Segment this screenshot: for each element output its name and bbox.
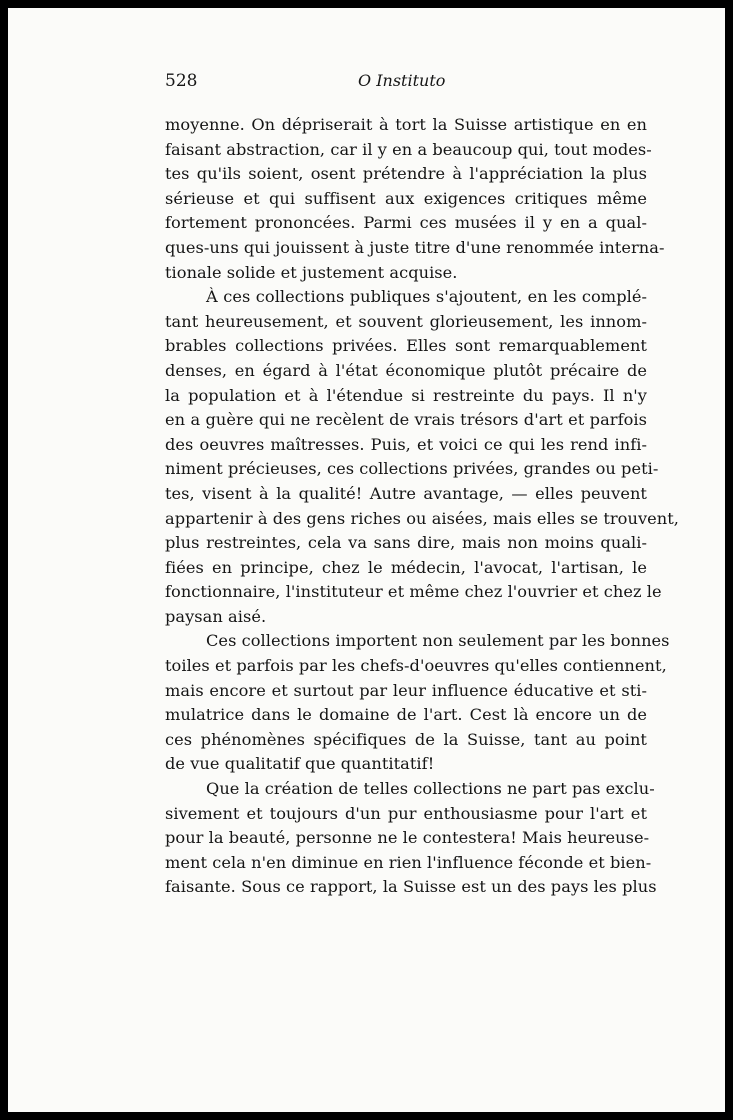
- text-line: denses, en égard à l'état économique plutôt précaire de: [165, 360, 647, 380]
- text-line: pour la beauté, personne ne le contestera! Mais heureuse-: [165, 828, 650, 848]
- text-line: faisante. Sous ce rapport, la Suisse est un des pays les plus: [165, 877, 657, 897]
- paragraph: [165, 285, 679, 629]
- text-line: À ces collections publiques s'ajoutent, en les complé-: [206, 287, 647, 307]
- text-line: ces phénomènes spécifiques de la Suisse, tant au point: [165, 729, 647, 749]
- text-line: fortement prononcées. Parmi ces musées il y en a qual-: [165, 213, 647, 233]
- paragraph: [165, 777, 657, 900]
- text-line: moyenne. On dépriserait à tort la Suisse artistique en en: [165, 115, 647, 134]
- text-line: de vue qualitatif que quantitatif!: [165, 754, 435, 774]
- text-line: tionale solide et justement acquise.: [165, 262, 458, 282]
- text-line: mais encore et surtout par leur influence éducative et sti-: [165, 680, 647, 700]
- running-title: O Instituto: [358, 71, 446, 90]
- text-line: faisant abstraction, car il y en a beaucoup qui, tout modes-: [165, 139, 652, 159]
- text-line: paysan aisé.: [165, 606, 267, 626]
- text-line: appartenir à des gens riches ou aisées, mais elles se trouvent,: [165, 508, 679, 528]
- text-line: ment cela n'en diminue en rien l'influence féconde et bien-: [165, 852, 652, 872]
- text-line: fiées en principe, chez le médecin, l'avocat, l'artisan, le: [165, 557, 647, 577]
- text-line: ques-uns qui jouissent à juste titre d'une renommée interna-: [165, 237, 665, 257]
- text-line: sérieuse et qui suffisent aux exigences critiques même: [165, 188, 647, 208]
- paragraph: [165, 629, 670, 777]
- text-line: Que la création de telles collections ne part pas exclu-: [206, 779, 655, 799]
- text-line: des oeuvres maîtresses. Puis, et voici ce qui les rend infi-: [165, 434, 647, 454]
- text-line: mulatrice dans le domaine de l'art. Cest là encore un de: [165, 705, 647, 725]
- text-line: en a guère qui ne recèlent de vrais trésors d'art et parfois: [165, 410, 647, 430]
- text-line: toiles et parfois par les chefs-d'oeuvres qu'elles contiennent,: [165, 656, 667, 676]
- text-line: tes qu'ils soient, osent prétendre à l'appréciation la plus: [165, 164, 647, 184]
- body-text: [165, 113, 679, 900]
- text-line: plus restreintes, cela va sans dire, mais non moins quali-: [165, 533, 647, 553]
- paragraph: [165, 113, 665, 285]
- text-line: sivement et toujours d'un pur enthousiasme pour l'art et: [165, 803, 647, 823]
- text-line: Ces collections importent non seulement par les bonnes: [206, 631, 670, 651]
- text-line: niment précieuses, ces collections privées, grandes ou peti-: [165, 459, 659, 479]
- text-line: fonctionnaire, l'instituteur et même chez l'ouvrier et chez le: [165, 582, 662, 602]
- text-line: la population et à l'étendue si restreinte du pays. Il n'y: [165, 385, 647, 405]
- book-page: [8, 8, 725, 1112]
- text-line: tant heureusement, et souvent glorieusement, les innom-: [165, 311, 647, 331]
- page-number: 528: [165, 71, 198, 91]
- text-line: brables collections privées. Elles sont remarquablement: [165, 336, 647, 356]
- page-header: [165, 71, 647, 95]
- text-line: tes, visent à la qualité! Autre avantage, — elles peuvent: [165, 483, 647, 503]
